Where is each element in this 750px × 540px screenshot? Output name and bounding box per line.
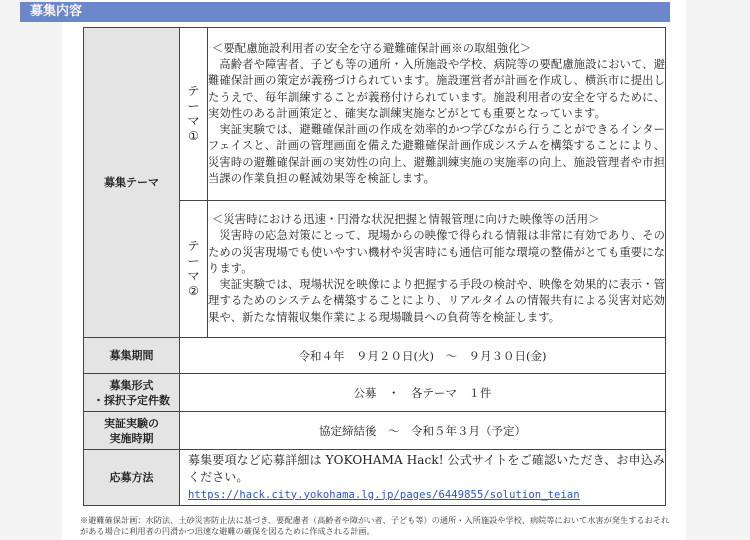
apply-text: 募集要項など応募詳細は YOKOHAMA Hack! 公式サイトをご確認いただき、お申込みください。 (188, 452, 665, 484)
section-title: 募集内容 (20, 2, 670, 22)
period-label: 募集期間 (84, 338, 180, 374)
timing-row (84, 412, 666, 450)
theme1-row (84, 28, 666, 201)
format-value: 公募 ・ 各テーマ １件 (180, 374, 666, 412)
period-value: 令和４年 ９月２０日(火) ～ ９月３０日(金) (180, 338, 666, 374)
timing-value: 協定締結後 ～ 令和５年３月（予定） (180, 412, 666, 450)
period-row (84, 338, 666, 374)
theme1-para1: 高齢者や障害者、子ども等の通所・入所施設や学校、病院等の要配慮施設において、避難確保計画の策定が義務づけられています。施設運営者が計画を作成し、横浜市に提出したうえで、毎年訓練することが義務付けられています。施設利用者の安全を守るために、実効性のある計画策定と、確実な訓練実施などがとても重要となっています。 (208, 58, 665, 120)
theme2-para1: 災害時の応急対策にとって、現場からの映像で得られる情報は非常に有効であり、そのための災害現場でも使いやすい機材や災害時にも通信可能な環境の整備がとても重要になります。 (208, 229, 665, 275)
theme-label: 募集テーマ (84, 28, 180, 338)
timing-label: 実証実験の 実施時期 (84, 412, 180, 450)
apply-label: 応募方法 (84, 450, 180, 506)
theme1-para2: 実証実験では、避難確保計画の作成を効率的かつ学びながら行うことができるインターフェイスと、計画の管理画面を備えた避難確保計画作成システムを構築することにより、災害時の避難確保計画の実効性の向上、避難訓練実施の実施率の向上、施設管理者や市担当課の作業負担の軽減効果等を検証します。 (208, 123, 665, 185)
theme1-tab: テーマ① (180, 28, 208, 201)
apply-row (84, 450, 666, 506)
theme2-para2: 実証実験では、現場状況を映像により把握する手段の検討や、映像を効果的に表示・管理するためのシステムを構築することにより、リアルタイムの情報共有による災害対応効果や、新たな情報収集作業による現場職員への負荷等を検証します。 (208, 278, 665, 324)
recruitment-table (83, 27, 666, 506)
apply-url-link[interactable]: https://hack.city.yokohama.lg.jp/pages/6449855/solution_teian (188, 488, 580, 501)
footnote: ※避難確保計画：水防法、土砂災害防止法に基づき、要配慮者（高齢者や障がい者、子ども等）の通所・入所施設や学校、病院等において水害が発生するおそれがある場合に利用者の円滑かつ迅速な避難の確保を図るために作成される計画。 (80, 515, 670, 536)
theme2-heading: ＜災害時における迅速・円滑な状況把握と情報管理に向けた映像等の活用＞ (212, 213, 600, 227)
theme1-content (208, 28, 666, 201)
format-row (84, 374, 666, 412)
apply-content (180, 450, 666, 506)
theme2-content (208, 201, 666, 338)
theme1-heading: ＜要配慮施設利用者の安全を守る避難確保計画※の取組強化＞ (212, 42, 532, 56)
theme2-tab: テーマ② (180, 201, 208, 338)
format-label: 募集形式 ・採択予定件数 (84, 374, 180, 412)
